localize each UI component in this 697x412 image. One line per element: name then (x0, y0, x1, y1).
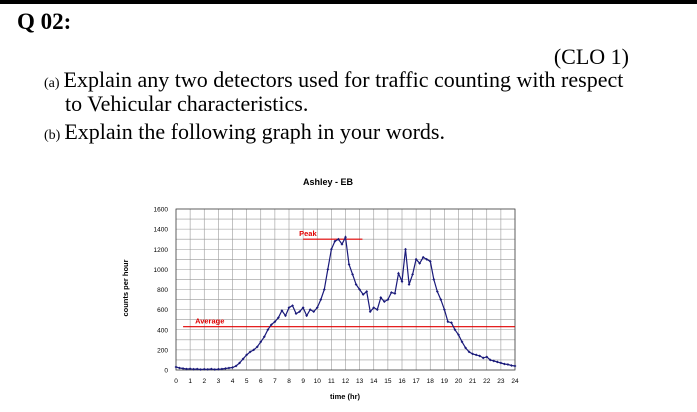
y-tick-label: 800 (157, 287, 168, 294)
x-tick-label: 7 (273, 378, 277, 385)
data-point (496, 361, 499, 364)
x-tick-label: 15 (384, 378, 392, 385)
data-point (224, 367, 227, 370)
y-tick-label: 1000 (153, 266, 168, 274)
x-tick-label: 1 (188, 378, 192, 385)
data-point (394, 292, 397, 295)
x-tick-label: 3 (216, 378, 221, 385)
part-b-label: (b) (44, 128, 61, 143)
x-tick-label: 11 (328, 378, 335, 385)
data-point (499, 362, 502, 365)
data-point (475, 354, 478, 357)
x-tick-label: 4 (230, 378, 235, 385)
x-tick-label: 20 (454, 378, 463, 385)
data-point (503, 363, 506, 366)
data-point (447, 320, 450, 323)
data-point (199, 368, 202, 371)
y-tick-label: 400 (157, 327, 168, 335)
data-point (178, 367, 181, 370)
chart-title: Ashley - EB (302, 177, 354, 187)
data-point (228, 367, 231, 370)
x-tick-labels (174, 378, 519, 385)
data-point (432, 278, 435, 281)
x-tick-label: 23 (497, 378, 505, 385)
x-tick-label: 16 (398, 378, 406, 385)
y-tick-label: 1200 (153, 246, 168, 254)
data-point (411, 273, 414, 276)
part-b-text: Explain the following graph in your words. (64, 119, 445, 144)
x-tick-label: 18 (426, 378, 434, 385)
x-tick-label: 19 (440, 378, 448, 385)
x-tick-label: 22 (483, 378, 491, 385)
y-tick-label: 0 (164, 367, 168, 375)
x-tick-label: 17 (412, 378, 420, 385)
x-tick-label: 21 (469, 378, 477, 385)
part-a-text2: to Vehicular characteristics. (65, 91, 309, 116)
data-point (443, 308, 446, 311)
x-tick-label: 8 (287, 378, 291, 385)
x-tick-label: 0 (174, 378, 178, 385)
x-tick-label: 12 (341, 378, 350, 385)
data-point (326, 268, 329, 271)
annotation-label-peak: Peak (299, 229, 317, 239)
y-tick-label: 200 (157, 347, 168, 355)
data-point (507, 363, 510, 366)
data-point (182, 367, 185, 370)
x-axis-label: time (hr) (330, 392, 360, 401)
x-tick-label: 10 (313, 378, 321, 385)
reference-lines (183, 229, 515, 327)
data-point (510, 364, 513, 367)
part-a-text1: Explain any two detectors used for traffic counting with respect (63, 67, 624, 92)
x-tick-label: 6 (258, 378, 263, 385)
y-tick-label: 1400 (153, 226, 168, 234)
annotation-label-average: Average (195, 316, 225, 326)
y-tick-label: 600 (157, 307, 168, 315)
y-axis-label: counts per hour (121, 259, 130, 317)
data-point (348, 263, 351, 266)
x-tick-label: 14 (370, 378, 378, 385)
data-point (404, 248, 407, 251)
x-tick-label: 5 (244, 378, 249, 385)
question-number: Q 02: (17, 9, 72, 34)
data-point (213, 368, 216, 371)
y-tick-label: 1600 (153, 206, 168, 214)
x-tick-label: 9 (301, 378, 305, 385)
x-tick-label: 24 (511, 378, 519, 385)
x-tick-label: 2 (202, 378, 207, 385)
data-point (514, 365, 517, 368)
y-tick-labels (154, 207, 169, 375)
data-point (175, 366, 178, 369)
clo-label: (CLO 1) (553, 44, 629, 69)
x-tick-label: 13 (356, 378, 364, 385)
part-a-label: (a) (44, 76, 60, 91)
